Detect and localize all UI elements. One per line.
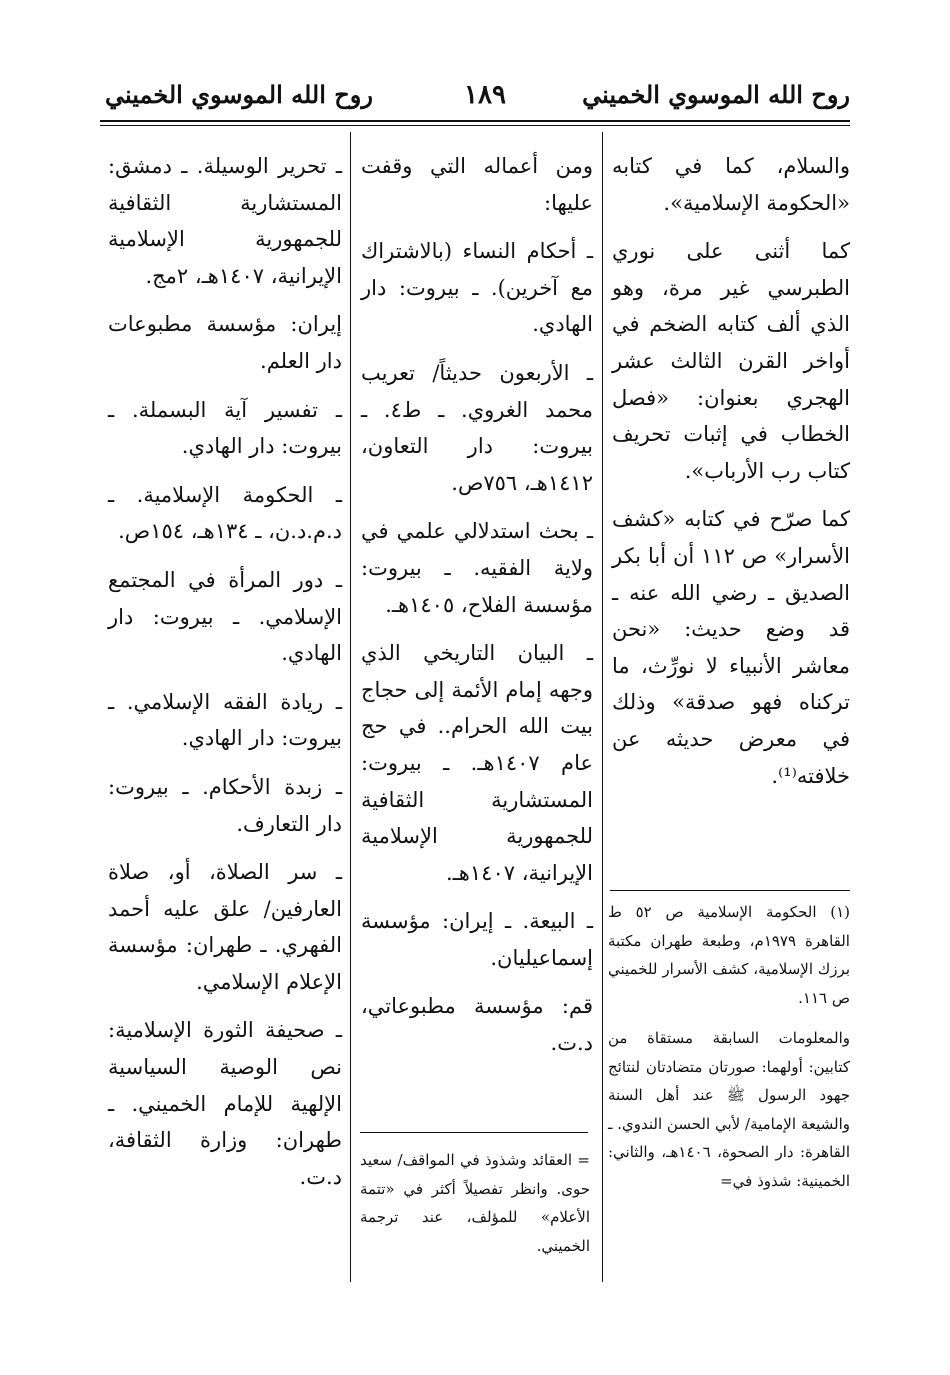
- left-column: [108, 148, 342, 1207]
- running-header-left: روح الله الموسوي الخميني: [105, 80, 373, 109]
- footnotes-right: [608, 898, 850, 1207]
- bibliography-entry: ـ ريادة الفقه الإسلامي. ـ بيروت: دار الهادي.: [108, 689, 342, 751]
- footnote: = العقائد وشذوذ في المواقف/ سعيد حوى. وانظر تفصيلاً أكثر في «تتمة الأعلام» للمؤلف، عند ترجمة الخميني.: [360, 1151, 590, 1255]
- bibliography-entry: ـ بحث استدلالي علمي في ولاية الفقيه. ـ بيروت: مؤسسة الفلاح، ١٤٠٥هـ.: [361, 519, 593, 617]
- bibliography-entry: ـ البيان التاريخي الذي وجهه إمام الأئمة إلى حجاج بيت الله الحرام.. في حج عام ١٤٠٧هـ. ـ بيروت: المستشارية الثقافية للجمهورية الإسلامية الإيرانية، ١٤٠٧هـ.: [361, 641, 593, 885]
- header-rule-thin: [100, 125, 850, 126]
- middle-column: [361, 148, 593, 1074]
- bibliography-entry: ـ سر الصلاة، أو، صلاة العارفين/ علق عليه أحمد الفهري. ـ طهران: مؤسسة الإعلام الإسلامي.: [108, 860, 342, 994]
- bibliography-entry: ومن أعماله التي وقفت عليها:: [361, 154, 593, 215]
- footnote-rule-right: [610, 890, 850, 891]
- footnote-middle: [360, 1146, 590, 1272]
- paragraph: كما صرّح في كتابه «كشف الأسرار» ص ١١٢ أن أبا بكر الصديق ـ رضي الله عنه ـ قد وضع حديث: «نحن معاشر الأنبياء لا نورِّث، ما تركناه فهو صدقة» وذلك في معرض حديثه عن خلافته⁽¹⁾.: [612, 507, 851, 788]
- page-number: ١٨٩: [464, 80, 506, 110]
- bibliography-entry: ـ أحكام النساء (بالاشتراك مع آخرين). ـ بيروت: دار الهادي.: [361, 239, 593, 337]
- column-divider-left: [350, 132, 351, 1282]
- bibliography-entry: ـ تفسير آية البسملة. ـ بيروت: دار الهادي.: [108, 397, 342, 459]
- running-header-right: روح الله الموسوي الخميني: [582, 80, 850, 109]
- column-divider-right: [602, 132, 603, 1282]
- header-rule: [100, 120, 850, 122]
- bibliography-entry: ـ تحرير الوسيلة. ـ دمشق: المستشارية الثقافية للجمهورية الإسلامية الإيرانية، ١٤٠٧هـ، ٢مج.: [108, 154, 342, 288]
- right-column: [612, 148, 850, 806]
- bibliography-entry: قم: مؤسسة مطبوعاتي، د.ت.: [361, 994, 593, 1056]
- bibliography-entry: ـ زبدة الأحكام. ـ بيروت: دار التعارف.: [108, 774, 342, 836]
- footnote: والمعلومات السابقة مستقاة من كتابين: أولهما: صورتان متضادتان لنتائج جهود الرسول ﷺ عند أهل السنة والشيعة الإمامية/ لأبي الحسن الندوي. ـ القاهرة: دار الصحوة، ١٤٠٦هـ، والثاني: الخمينية: شذوذ في=: [608, 1029, 850, 1190]
- bibliography-entry: ـ البيعة. ـ إيران: مؤسسة إسماعيليان.: [361, 909, 593, 970]
- paragraph: كما أثنى على نوري الطبرسي غير مرة، وهو الذي ألف كتابه الضخم في أواخر القرن الثالث عشر الهجري بعنوان: «فصل الخطاب في إثبات تحريف كتاب رب الأرباب».: [612, 239, 850, 483]
- bibliography-entry: ـ الحكومة الإسلامية. ـ د.م.د.ن، ـ ١٣٤هـ، ١٥٤ص.: [108, 482, 342, 544]
- bibliography-entry: إيران: مؤسسة مطبوعات دار العلم.: [108, 312, 342, 373]
- bibliography-entry: ـ صحيفة الثورة الإسلامية: نص الوصية السياسية الإلهية للإمام الخميني. ـ طهران: وزارة الثقافة، د.ت.: [108, 1018, 342, 1189]
- paragraph: والسلام، كما في كتابه «الحكومة الإسلامية».: [612, 154, 850, 215]
- footnote-rule-middle: [360, 1132, 588, 1133]
- bibliography-entry: ـ دور المرأة في المجتمع الإسلامي. ـ بيروت: دار الهادي.: [108, 567, 342, 666]
- bibliography-entry: ـ الأربعون حديثاً/ تعريب محمد الغروي. ـ ط٤. ـ بيروت: دار التعاون، ١٤١٢هـ، ٧٥٦ص.: [361, 360, 593, 495]
- footnote: (١) الحكومة الإسلامية ص ٥٢ ط القاهرة ١٩٧٩م، وطبعة طهران مكتبة برزك الإسلامية، كشف الأسرار للخميني ص ١١٦.: [608, 903, 851, 1007]
